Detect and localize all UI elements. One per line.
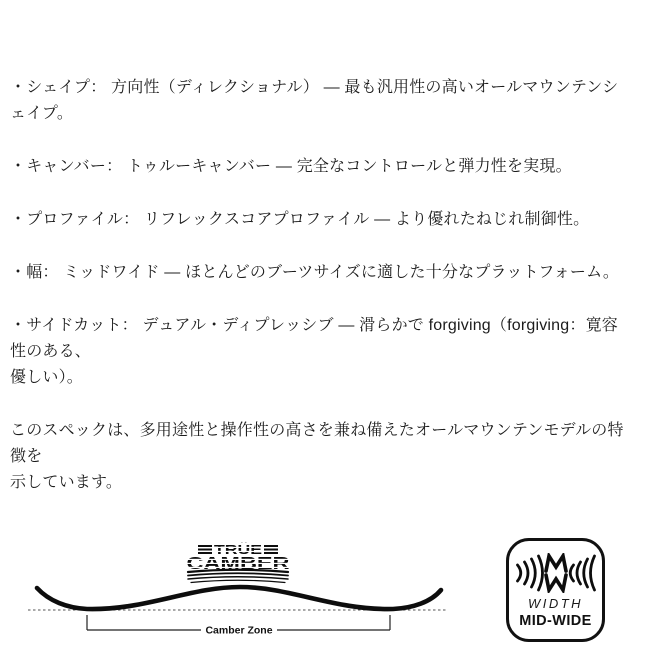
mw-monogram-icon <box>546 556 566 590</box>
sound-wave-right-icon <box>570 556 594 590</box>
logo-camber-text: CAMBER <box>186 553 290 573</box>
spec-bullet-width-line: ・幅： ミッドワイド — ほとんどのブーツサイズに適した十分なプラットフォーム。 <box>10 264 620 281</box>
camber-zone-label: Camber Zone <box>205 624 273 637</box>
spec-bullet-profile <box>10 207 628 233</box>
camber-profile-curve <box>37 587 441 609</box>
spec-bullet-profile-line: ・プロファイル： リフレックスコアプロファイル — より優れたねじれ制御性。 <box>10 211 590 228</box>
camber-profile-diagram <box>25 575 455 645</box>
spec-bullet-camber <box>10 154 628 180</box>
width-badge <box>506 538 605 642</box>
spec-summary <box>10 418 628 496</box>
spec-bullet-sidecut <box>10 313 628 391</box>
spec-bullet-shape <box>10 75 628 127</box>
spec-bullet-sidecut-line2: 優しい）。 <box>10 369 84 386</box>
spec-summary-line1: このスペックは、多用途性と操作性の高さを兼ね備えたオールマウンテンモデルの特徴を <box>10 422 624 465</box>
mid-wide-label: MID-WIDE <box>519 613 592 629</box>
logo-true-text: TRÜE <box>214 542 263 557</box>
sound-wave-left-icon <box>517 556 542 590</box>
spec-bullet-width <box>10 260 628 286</box>
mid-wide-wave-icon <box>512 553 600 593</box>
spec-bullet-shape-line: ・シェイプ： 方向性（ディレクショナル） — 最も汎用性の高いオールマウンテンシェイプ。 <box>10 79 619 122</box>
spec-bullet-sidecut-line1: ・サイドカット： デュアル・ディプレッシブ — 滑らかで forgiving（forgiving：寛容性のある、 <box>10 317 618 360</box>
spec-bullet-camber-line: ・キャンバー： トゥルーキャンバー — 完全なコントロールと弾力性を実現。 <box>10 158 572 175</box>
width-label: WIDTH <box>527 596 584 611</box>
spec-summary-line2: 示しています。 <box>10 474 123 491</box>
